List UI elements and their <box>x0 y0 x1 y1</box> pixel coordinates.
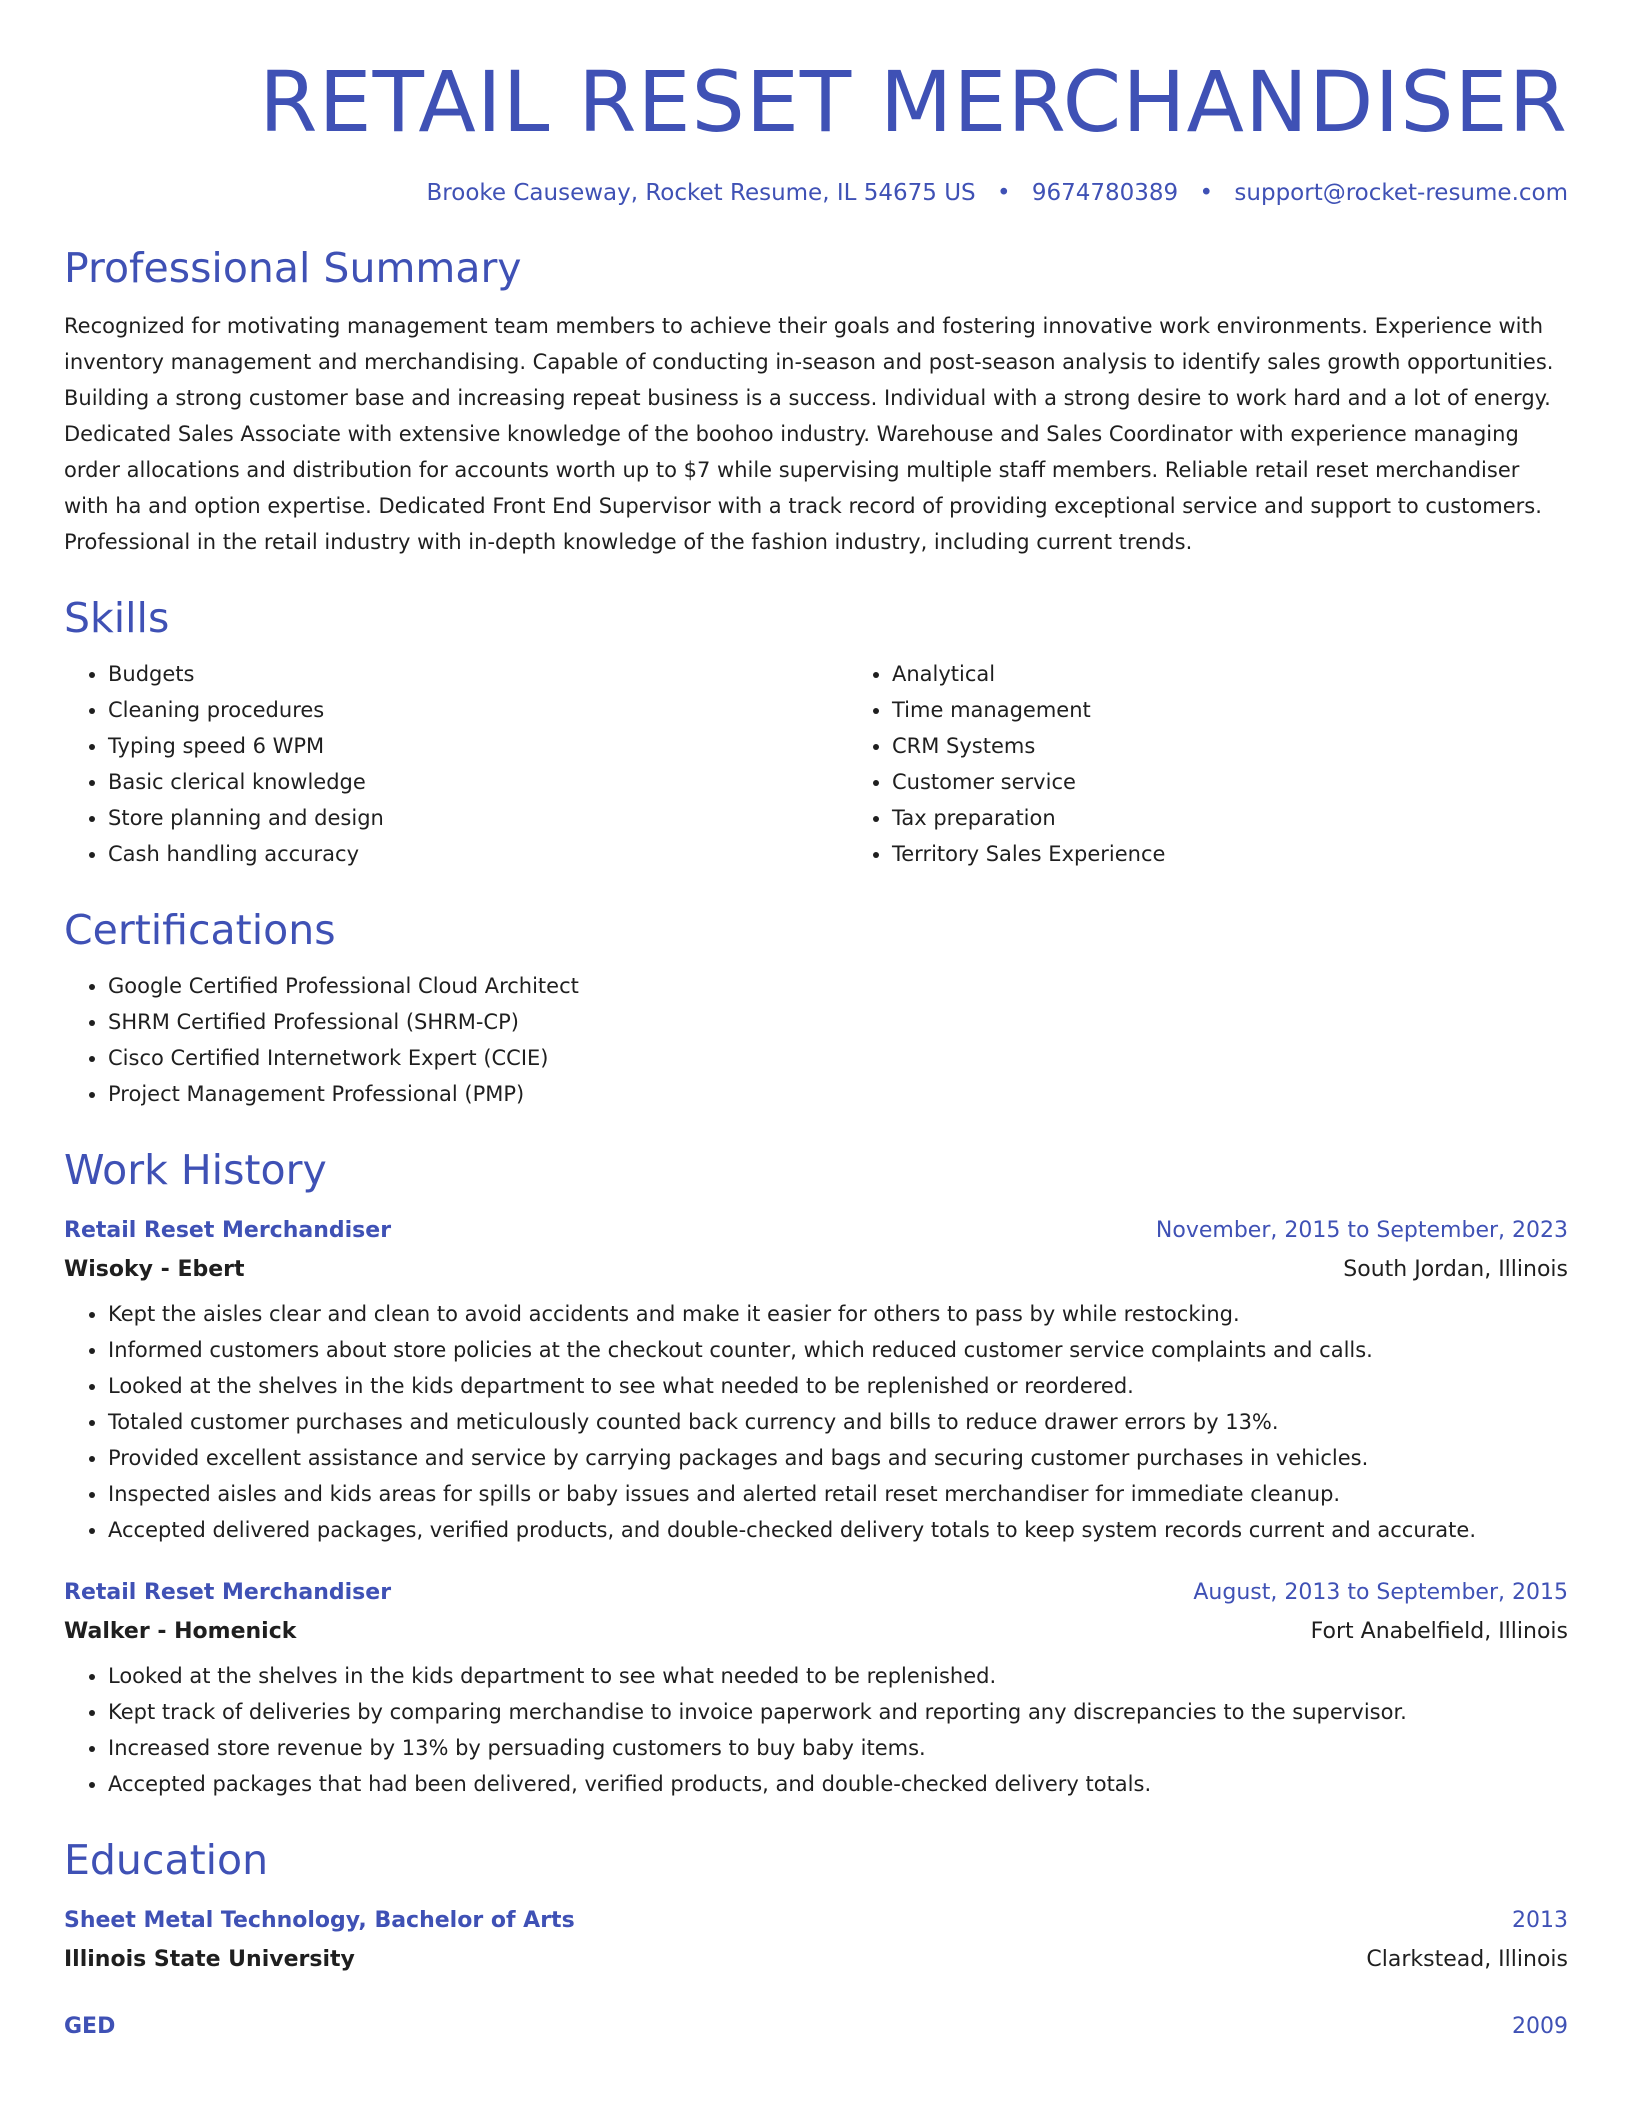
certifications-section <box>64 902 1568 1112</box>
job-bullet: • Looked at the shelves in the kids department to see what needed to be replenished. <box>108 1658 1568 1694</box>
summary-text: Recognized for motivating management team members to achieve their goals and fostering innovative work environments. Experience with inventory management and merchandising. Capable of conducting in-season and post-season analysis to identify sales growth opportunities. Building a strong customer base and increasing repeat business is a success. Individual with a strong desire to work hard and a lot of energy. Dedicated Sales Associate with extensive knowledge of the boohoo industry. Warehouse and Sales Coordinator with experience managing order allocations and distribution for accounts worth up to $7 while supervising multiple staff members. Reliable retail reset merchandiser with ha and option expertise. Dedicated Front End Supervisor with a track record of providing exceptional service and support to customers. Professional in the retail industry with in-depth knowledge of the fashion industry, including current trends. <box>64 314 1554 554</box>
certifications-heading: Certifications <box>64 906 336 954</box>
job-bullet: • Increased store revenue by 13% by persuading customers to buy baby items. <box>108 1730 1568 1766</box>
education-entry <box>64 2008 1568 2046</box>
contact-address: Brooke Causeway, Rocket Resume, IL 54675 US <box>426 180 976 206</box>
job-bullet: • Totaled customer purchases and meticulously counted back currency and bills to reduce drawer errors by 13%. <box>108 1404 1568 1440</box>
skill-item: • CRM Systems <box>892 728 1568 764</box>
skill-item: • Typing speed 6 WPM <box>108 728 848 764</box>
work-history-heading: Work History <box>64 1146 327 1194</box>
job-entry <box>64 1574 1568 1802</box>
skill-item: • Store planning and design <box>108 800 848 836</box>
education-entry <box>64 1902 1568 1980</box>
education-degree-row <box>64 2008 1568 2046</box>
education-degree: Sheet Metal Technology, Bachelor of Arts <box>64 1908 575 1933</box>
job-bullet: • Kept the aisles clear and clean to avoid accidents and make it easier for others to pass by while restocking. <box>108 1296 1568 1332</box>
job-title-row <box>64 1574 1568 1612</box>
skill-item: • Tax preparation <box>892 800 1568 836</box>
education-section <box>64 1832 1568 2046</box>
skill-item: • Cash handling accuracy <box>108 836 848 872</box>
job-dates: August, 2013 to September, 2015 <box>1193 1580 1568 1605</box>
education-degree: GED <box>64 2014 116 2039</box>
skills-columns <box>64 646 1568 872</box>
education-degree-row <box>64 1902 1568 1940</box>
job-title: Retail Reset Merchandiser <box>64 1218 392 1243</box>
contact-phone: 9674780389 <box>1031 180 1179 206</box>
certifications-list <box>64 968 1568 1112</box>
certification-item: • Google Certified Professional Cloud Architect <box>108 968 1568 1004</box>
contact-separator: • <box>996 180 1011 206</box>
job-company: Wisoky - Ebert <box>64 1257 245 1282</box>
work-history-section <box>64 1142 1568 1802</box>
contact-separator: • <box>1199 180 1214 206</box>
contact-email: support@rocket-resume.com <box>1234 180 1568 206</box>
job-company-row <box>64 1612 1568 1652</box>
education-year: 2013 <box>1512 1908 1568 1933</box>
job-bullets <box>64 1296 1568 1548</box>
skill-item: • Analytical <box>892 656 1568 692</box>
education-year: 2009 <box>1512 2014 1568 2039</box>
education-location: Clarkstead, Illinois <box>1366 1947 1568 1972</box>
job-bullet: • Inspected aisles and kids areas for spills or baby issues and alerted retail reset merchandiser for immediate cleanup. <box>108 1476 1568 1512</box>
skills-list-right <box>848 656 1568 872</box>
job-title-row <box>64 1212 1568 1250</box>
skill-item: • Budgets <box>108 656 848 692</box>
education-heading: Education <box>64 1836 269 1884</box>
job-title: Retail Reset Merchandiser <box>64 1580 392 1605</box>
contact-line <box>64 178 1568 208</box>
skills-heading: Skills <box>64 594 170 642</box>
skill-item: • Territory Sales Experience <box>892 836 1568 872</box>
skill-item: • Time management <box>892 692 1568 728</box>
job-location: Fort Anabelfield, Illinois <box>1310 1619 1568 1644</box>
job-dates: November, 2015 to September, 2023 <box>1155 1218 1568 1243</box>
summary-heading: Professional Summary <box>64 244 522 292</box>
education-school: Illinois State University <box>64 1947 355 1972</box>
job-bullet: • Accepted packages that had been delivered, verified products, and double-checked delivery totals. <box>108 1766 1568 1802</box>
job-bullets <box>64 1658 1568 1802</box>
certification-item: • Cisco Certified Internetwork Expert (CCIE) <box>108 1040 1568 1076</box>
job-location: South Jordan, Illinois <box>1343 1257 1568 1282</box>
job-company-row <box>64 1250 1568 1290</box>
skill-item: • Customer service <box>892 764 1568 800</box>
job-bullet: • Kept track of deliveries by comparing merchandise to invoice paperwork and reporting any discrepancies to the supervisor. <box>108 1694 1568 1730</box>
certification-item: • SHRM Certified Professional (SHRM-CP) <box>108 1004 1568 1040</box>
skills-section <box>64 590 1568 872</box>
skills-list-left <box>64 656 848 872</box>
job-bullet: • Informed customers about store policies at the checkout counter, which reduced customer service complaints and calls. <box>108 1332 1568 1368</box>
job-entry <box>64 1212 1568 1548</box>
resume-title: RETAIL RESET MERCHANDISER <box>259 53 1568 151</box>
job-bullet: • Provided excellent assistance and service by carrying packages and bags and securing customer purchases in vehicles. <box>108 1440 1568 1476</box>
skill-item: • Cleaning procedures <box>108 692 848 728</box>
skill-item: • Basic clerical knowledge <box>108 764 848 800</box>
job-company: Walker - Homenick <box>64 1619 297 1644</box>
certification-item: • Project Management Professional (PMP) <box>108 1076 1568 1112</box>
education-school-row <box>64 1940 1568 1980</box>
job-bullet: • Looked at the shelves in the kids department to see what needed to be replenished or reordered. <box>108 1368 1568 1404</box>
job-bullet: • Accepted delivered packages, verified products, and double-checked delivery totals to keep system records current and accurate. <box>108 1512 1568 1548</box>
